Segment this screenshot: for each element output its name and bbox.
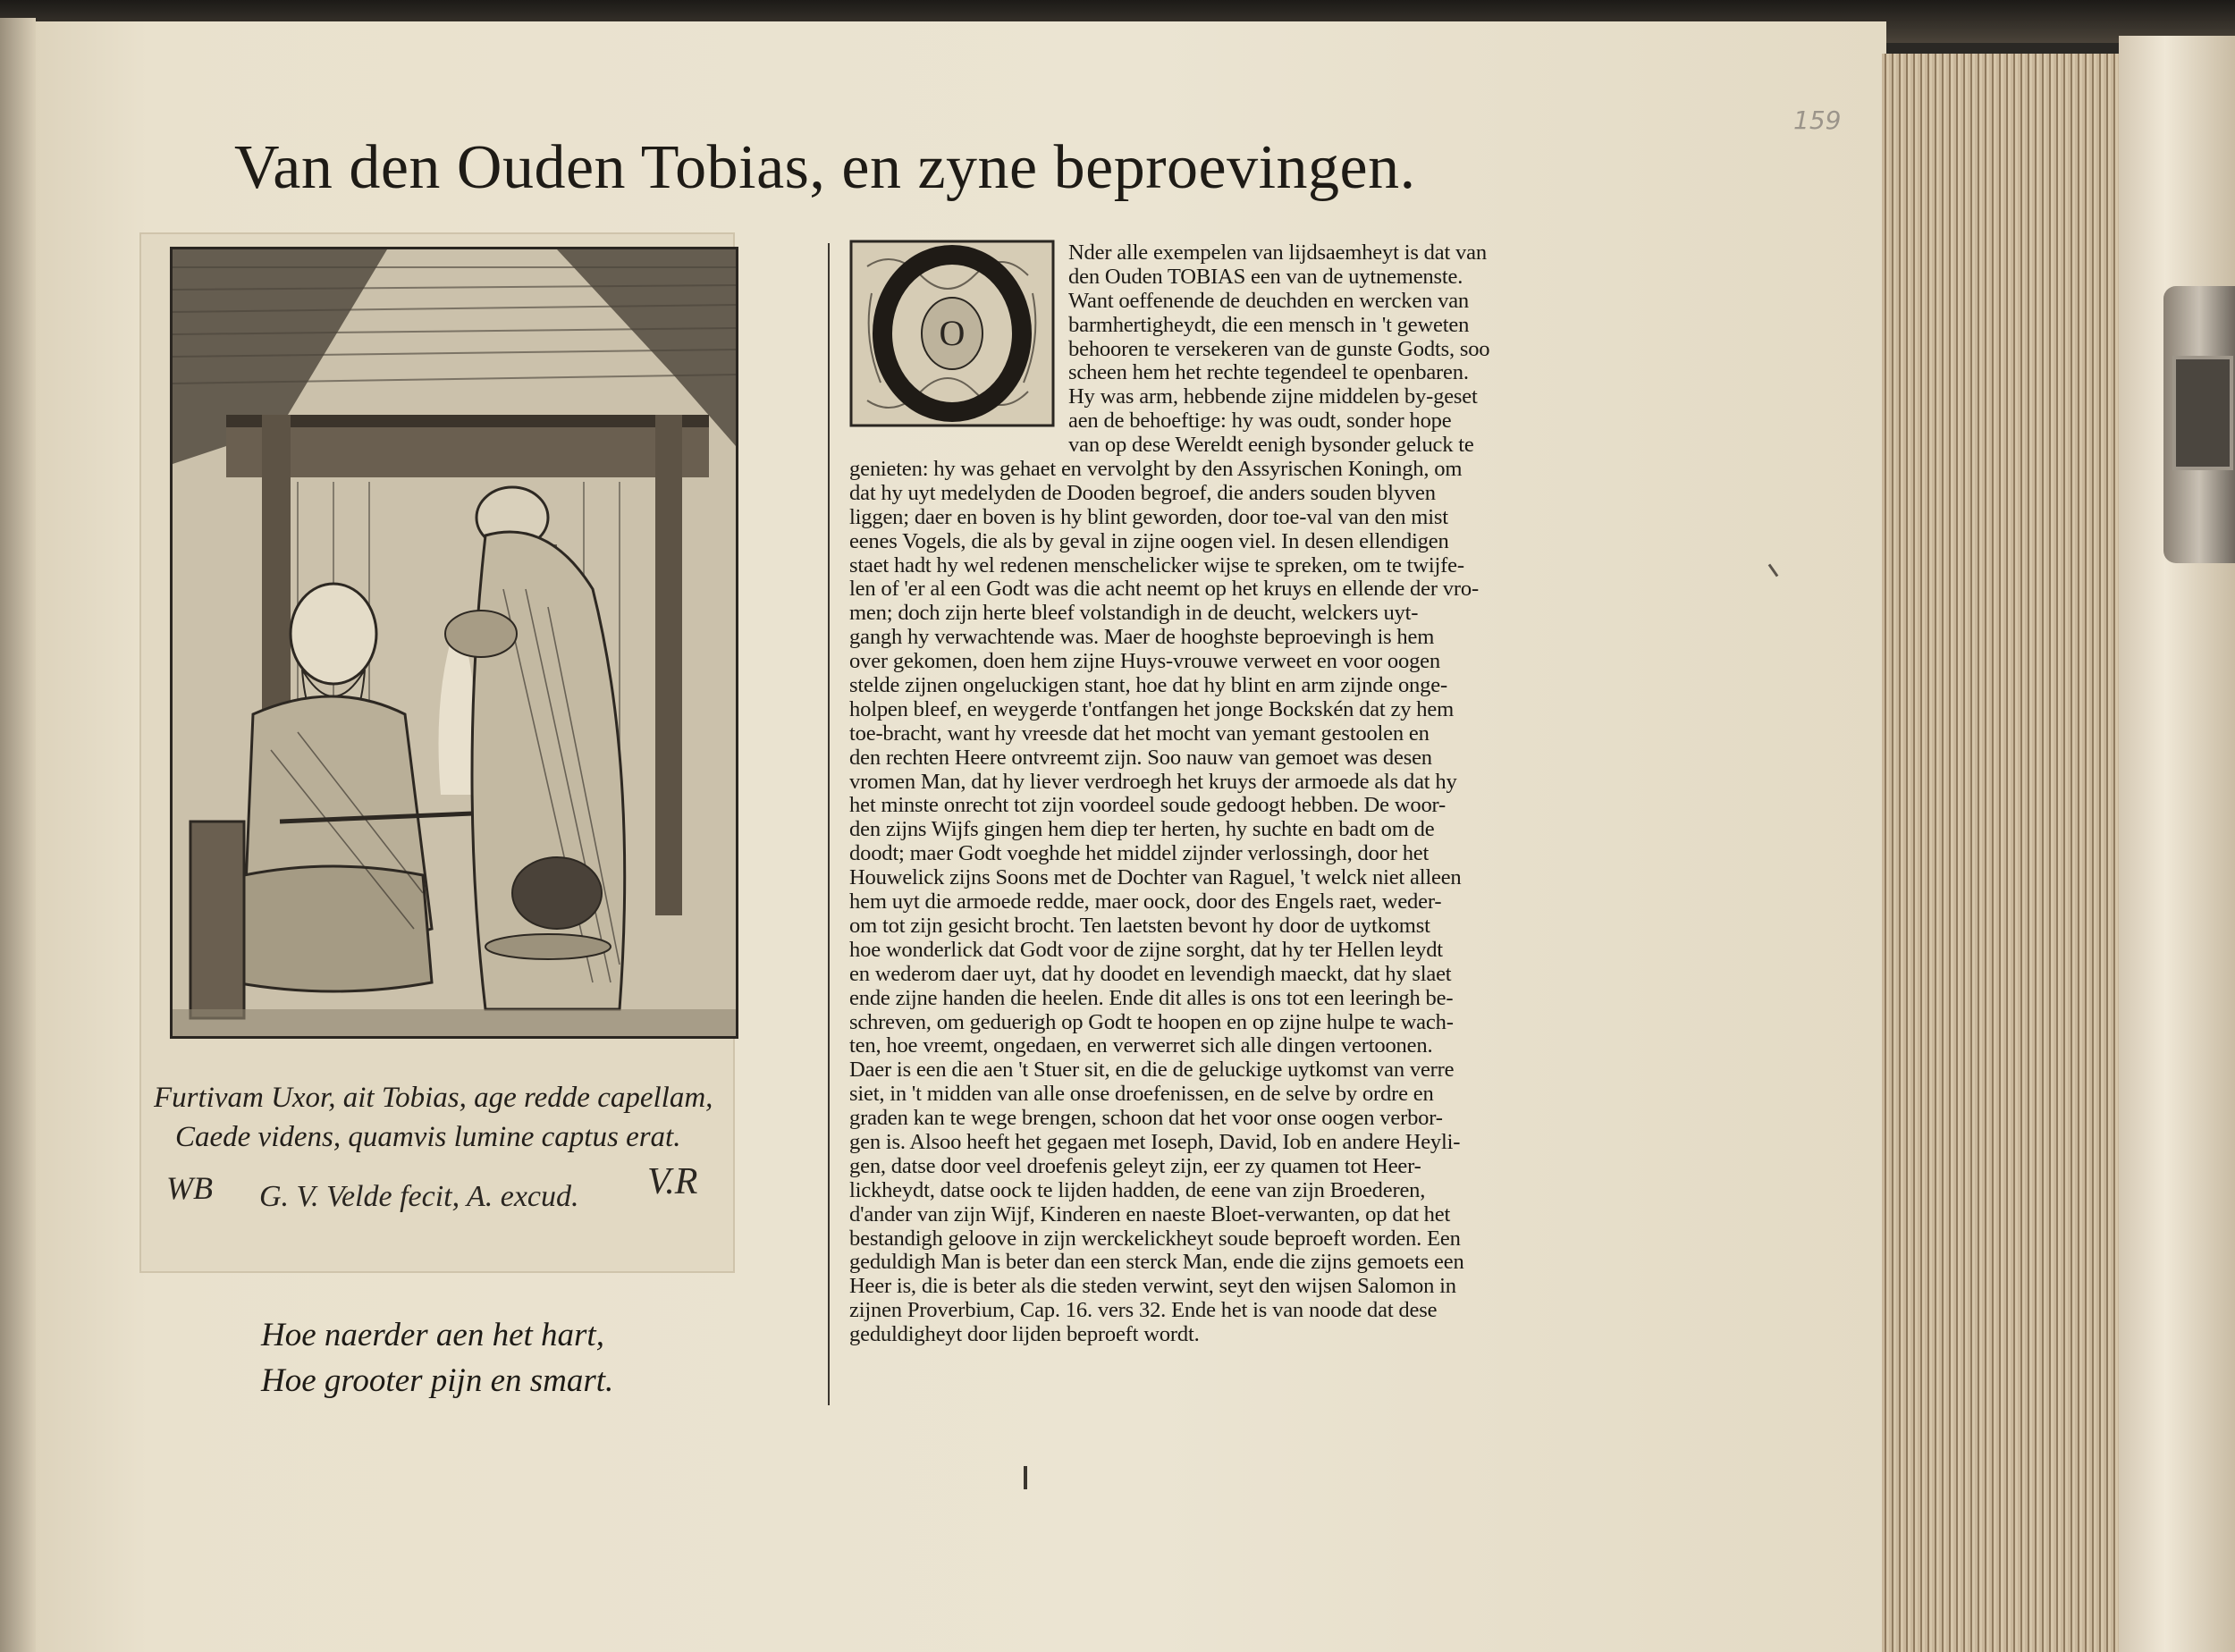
body-line: barmhertigheydt, die een mensch in 't geweten	[1068, 312, 1470, 337]
caption-line-2: Caede videns, quamvis lumine captus erat.	[175, 1121, 681, 1153]
monogram-left: WB	[166, 1170, 213, 1206]
body-line: vromen Man, dat hy liever verdroegh het kruys der armoede als dat hy	[849, 769, 1457, 794]
body-line: van op dese Wereldt eenigh bysonder geluck te	[1068, 433, 1474, 458]
body-line: holpen bleef, en weygerde t'ontfangen het jonge Bockskén dat zy hem	[849, 696, 1455, 721]
folio-number: 159	[1793, 105, 1842, 135]
page-title: Van den Ouden Tobias, en zyne beproevingen.	[234, 133, 1416, 202]
body-line: lickheydt, datse oock te lijden hadden, de eene van zijn Broederen,	[849, 1177, 1426, 1202]
body-line: Daer is een die aen 't Stuer sit, en die de geluckige uytkomst van verre	[849, 1058, 1455, 1083]
body-line: graden kan te wege brengen, schoon dat het voor onse oogen verbor-	[849, 1106, 1443, 1131]
body-line: den rechten Heere ontvreemt zijn. Soo nauw van gemoet was desen	[849, 745, 1432, 770]
motto-line-1: Hoe naerder aen het hart,	[261, 1317, 604, 1353]
motto-couplet	[261, 1312, 708, 1403]
page-block-edges	[1882, 54, 2123, 1652]
catchword-mark	[1024, 1466, 1027, 1489]
body-line: om tot zijn gesicht brocht. Ten laetsten bevont hy door de uytkomst	[849, 913, 1430, 938]
body-line: gen, datse door veel droefenis geleyt zijn, eer zy quamen tot Heer-	[849, 1153, 1421, 1178]
previous-page-edge	[0, 18, 36, 1652]
body-line: schreven, om geduerigh op Godt te hoopen en op zijne hulpe te wach-	[849, 1009, 1454, 1034]
body-text	[849, 241, 1529, 1347]
book-cover-edge	[2119, 36, 2235, 1652]
body-line: aen de behoeftige: hy was oudt, sonder hope	[1068, 409, 1452, 434]
body-line: zijnen Proverbium, Cap. 16. vers 32. Ende het is van noode dat dese	[849, 1298, 1438, 1323]
body-line: den Ouden TOBIAS een van de uytnemenste.	[1068, 264, 1463, 289]
body-line: geduldigheyt door lijden beproeft wordt.	[849, 1322, 1200, 1347]
caption-line-1: Furtivam Uxor, ait Tobias, age redde capellam,	[154, 1082, 713, 1114]
body-line: scheen hem het rechte tegendeel te openbaren.	[1068, 360, 1469, 385]
body-line: het minste onrecht tot zijn voordeel soude gedoogt hebben. De woor-	[849, 793, 1446, 818]
plate-signature	[166, 1160, 721, 1232]
body-line: Houwelick zijns Soons met de Dochter van Raguel, 't welck niet alleen	[849, 865, 1462, 890]
body-line: siet, in 't midden van alle onse droefenissen, en de selve by ordre en	[849, 1082, 1434, 1107]
body-line: doodt; maer Godt voeghde het middel zijnder verlossingh, door het	[849, 841, 1430, 866]
body-line: stelde zijnen ongeluckigen stant, hoe dat hy blint en arm zijnde onge-	[849, 673, 1447, 698]
body-line: den zijns Wijfs gingen hem diep ter herten, hy suchte en badt om de	[849, 817, 1435, 842]
motto-line-2: Hoe grooter pijn en smart.	[261, 1362, 614, 1399]
body-line: eenes Vogels, die als by geval in zijne oogen viel. In desen ellendigen	[849, 528, 1449, 553]
plate-caption	[154, 1078, 726, 1157]
initial-letter: O	[939, 313, 966, 353]
body-line: ten, hoe vreemt, ongedaen, en verwerret sich alle dingen vertoonen.	[849, 1033, 1433, 1058]
body-line: gangh hy verwachtende was. Maer de hooghste beproevingh is hem	[849, 625, 1435, 650]
body-line: staet hadt hy wel redenen menschelicker wijse te spreken, om te twijfe-	[849, 552, 1464, 577]
body-line: genieten: hy was gehaet en vervolght by den Assyrischen Koningh, om	[849, 457, 1463, 482]
artist-signature: G. V. Velde fecit, A. excud.	[259, 1180, 579, 1213]
body-line: dat hy uyt medelyden de Dooden begroef, die anders souden blyven	[849, 480, 1436, 505]
monogram-right: V.R	[647, 1161, 698, 1202]
body-line: behooren te versekeren van de gunste Godts, soo	[1068, 336, 1490, 361]
body-line: Nder alle exempelen van lijdsaemheyt is dat van	[1068, 240, 1487, 265]
column-divider	[828, 243, 830, 1405]
body-line: Want oeffenende de deuchden en wercken van	[1068, 288, 1470, 313]
body-line: en wederom daer uyt, dat hy doodet en levendigh maeckt, dat hy slaet	[849, 961, 1452, 986]
engraving-illustration	[170, 247, 738, 1039]
body-line: over gekomen, doen hem zijne Huys-vrouwe verweet en voor oogen	[849, 649, 1440, 674]
body-line: hoe wonderlick dat Godt voor de zijne sorght, dat hy ter Hellen leydt	[849, 937, 1443, 962]
body-line: geduldigh Man is beter dan een sterck Man, ende die zijns gemoets een	[849, 1250, 1464, 1275]
body-line: liggen; daer en boven is hy blint geworden, door toe-val van den mist	[849, 504, 1448, 529]
body-line: toe-bracht, want hy vreesde dat het mocht van yemant gestoolen en	[849, 721, 1430, 746]
body-line: Heer is, die is beter als die steden verwint, seyt den wijsen Salomon in	[849, 1274, 1456, 1299]
clasp-slot	[2172, 356, 2233, 470]
body-line: Hy was arm, hebbende zijne middelen by-geset	[1068, 384, 1478, 409]
body-line: len of 'er al een Godt was die acht neemt op het kruys en ellende der vro-	[849, 577, 1479, 602]
body-line: hem uyt die armoede redde, maer oock, door des Engels raet, weder-	[849, 889, 1442, 914]
body-line: ende zijne handen die heelen. Ende dit alles is ons tot een leeringh be-	[849, 985, 1454, 1010]
body-line: bestandigh geloove in zijn werckelickheyt soude beproeft worden. Een	[849, 1226, 1461, 1251]
body-line: gen is. Alsoo heeft het gegaen met Ioseph, David, Iob en andere Heyli-	[849, 1129, 1461, 1154]
body-line: men; doch zijn herte bleef volstandigh in de deucht, welckers uyt-	[849, 601, 1419, 626]
body-line: d'ander van zijn Wijf, Kinderen en naeste Bloet-verwanten, op dat het	[849, 1201, 1451, 1226]
